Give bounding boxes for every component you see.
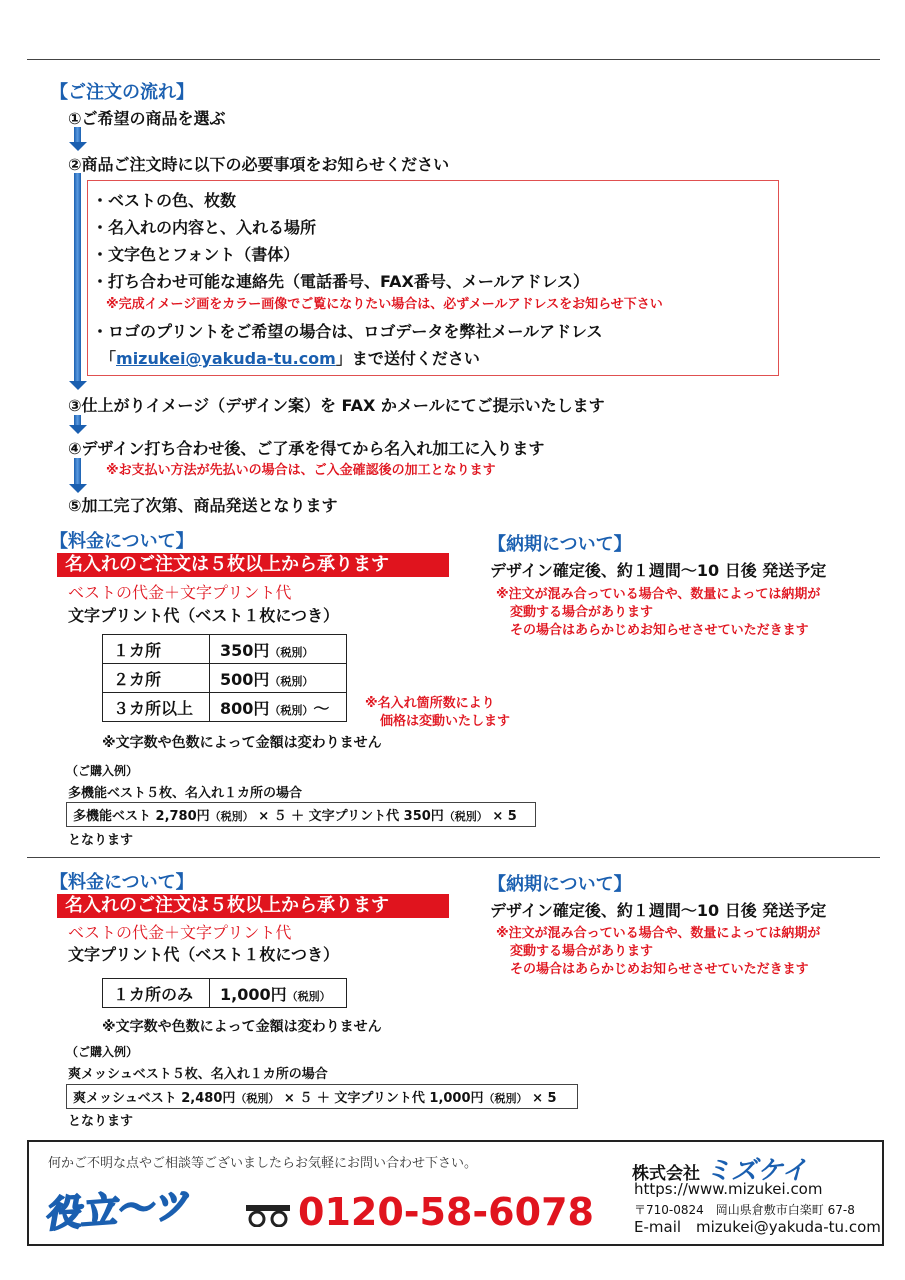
flow-bar-2 [74, 173, 81, 383]
place-cell: ２カ所 [103, 664, 210, 693]
chars-note-1: ※文字数や色数によって金額は変わりません [102, 735, 382, 751]
tax-label: （税別） [209, 810, 254, 823]
flow-step-1: ①ご希望の商品を選ぶ [68, 109, 226, 128]
flow-arrow-2 [69, 381, 87, 390]
price-value: 1,000円 [220, 984, 287, 1004]
formula-part: × ５ ＋ 文字プリント代 350円 [258, 809, 444, 824]
example-label-2: （ご購入例） [66, 1045, 139, 1059]
quote-open: 「 [100, 349, 117, 368]
flow-arrow-4 [69, 484, 87, 493]
table-row [103, 664, 347, 693]
required-item: ・名入れの内容と、入れる場所 [92, 218, 317, 237]
company-email[interactable]: E-mail mizukei@yakuda-tu.com [634, 1218, 881, 1236]
example-case-1: 多機能ベスト５枚、名入れ１カ所の場合 [68, 786, 303, 801]
free-dial-icon [246, 1205, 290, 1227]
tax-label: （税別） [235, 1092, 280, 1105]
place-cell: １カ所のみ [103, 979, 210, 1008]
example-result-1: となります [68, 833, 134, 848]
price-table-1 [102, 634, 347, 722]
formula-part: × ５ ＋ 文字プリント代 1,000円 [283, 1091, 484, 1106]
example-label-1: （ご購入例） [66, 764, 139, 778]
email-link[interactable]: mizukei@yakuda-tu.com [116, 349, 336, 368]
delivery-note-1a: ※注文が混み合っている場合や、数量によっては納期が [496, 587, 821, 602]
payment-note: ※お支払い方法が先払いの場合は、ご入金確認後の加工となります [106, 463, 496, 478]
price-formula-2: ベストの代金＋文字プリント代 [68, 923, 292, 942]
price-table-2 [102, 978, 347, 1008]
table-row [103, 635, 347, 664]
flow-arrow-1 [69, 142, 87, 151]
color-image-note: ※完成イメージ画をカラー画像でご覧になりたい場合は、必ずメールアドレスをお知らせ下さい [106, 297, 663, 312]
section-divider [27, 857, 880, 858]
delivery-note-1b: 変動する場合があります [510, 605, 654, 620]
price-value: 500円 [220, 669, 270, 689]
flow-step-5: ⑤加工完了次第、商品発送となります [68, 496, 338, 515]
tax-label: （税別） [269, 645, 314, 659]
table-row [103, 693, 347, 722]
delivery-line-2: デザイン確定後、約１週間〜10 日後 発送予定 [490, 901, 827, 920]
required-item: ・ベストの色、枚数 [92, 191, 237, 210]
price-cell [210, 979, 347, 1008]
location-note-2: 価格は変動いたします [380, 714, 511, 729]
tax-label: （税別） [286, 989, 331, 1003]
min-order-banner-1: 名入れのご注文は５枚以上から承ります [57, 553, 449, 577]
flow-step-2: ②商品ご注文時に以下の必要事項をお知らせください [68, 155, 450, 174]
company-brand: ミズケイ [705, 1156, 808, 1186]
formula-part: × 5 [492, 809, 517, 824]
example-result-2: となります [68, 1114, 134, 1129]
tax-label: （税別） [269, 703, 314, 717]
company-url[interactable]: https://www.mizukei.com [634, 1180, 823, 1198]
print-cost-label-2: 文字プリント代（ベスト１枚につき） [68, 945, 340, 964]
price-heading-1: 【料金について】 [50, 531, 194, 552]
min-order-banner-2: 名入れのご注文は５枚以上から承ります [57, 894, 449, 918]
tax-label: （税別） [483, 1092, 528, 1105]
inquiry-text: 何かご不明な点やご相談等ございましたらお気軽にお問い合わせ下さい。 [48, 1156, 478, 1171]
formula-part: 多機能ベスト 2,780円 [73, 809, 210, 824]
price-formula-1: ベストの代金＋文字プリント代 [68, 583, 292, 602]
place-cell: １カ所 [103, 635, 210, 664]
logo-email-line [100, 346, 480, 369]
price-heading-2: 【料金について】 [50, 872, 194, 893]
delivery-note-2c: その場合はあらかじめお知らせさせていただきます [510, 962, 809, 977]
flow-step-3: ③仕上がりイメージ（デザイン案）を FAX かメールにてご提示いたします [68, 396, 605, 415]
location-note-1: ※名入れ箇所数により [365, 696, 495, 711]
delivery-note-1c: その場合はあらかじめお知らせさせていただきます [510, 623, 809, 638]
price-value: 800円 [220, 698, 270, 718]
tax-label: （税別） [269, 674, 314, 688]
price-cell [210, 664, 347, 693]
tax-label: （税別） [443, 810, 488, 823]
delivery-heading-2: 【納期について】 [488, 874, 632, 895]
print-cost-label-1: 文字プリント代（ベスト１枚につき） [68, 606, 340, 625]
phone-number[interactable]: 0120-58-6078 [298, 1190, 594, 1234]
flow-step-4: ④デザイン打ち合わせ後、ご了承を得てから名入れ加工に入ります [68, 439, 545, 458]
company-prefix: 株式会社 [632, 1164, 700, 1184]
required-item: ・打ち合わせ可能な連絡先（電話番号、FAX番号、メールアドレス） [92, 272, 590, 291]
top-divider [27, 59, 880, 60]
example-formula-box-2 [66, 1084, 578, 1109]
flow-arrow-3 [69, 425, 87, 434]
table-row [103, 979, 347, 1008]
delivery-line-1: デザイン確定後、約１週間〜10 日後 発送予定 [490, 561, 827, 580]
logo-instruction: ・ロゴのプリントをご希望の場合は、ロゴデータを弊社メールアドレス [92, 322, 603, 341]
price-suffix: 〜 [313, 698, 330, 718]
flow-heading: 【ご注文の流れ】 [50, 82, 194, 103]
company-address: 〒710-0824 岡山県倉敷市白楽町 67-8 [634, 1203, 855, 1217]
delivery-heading-1: 【納期について】 [488, 534, 632, 555]
delivery-note-2b: 変動する場合があります [510, 944, 654, 959]
required-item: ・文字色とフォント（書体） [92, 245, 300, 264]
yakudatsu-logo: 役立〜ツ [42, 1185, 190, 1236]
quote-close: 」まで送付ください [335, 349, 480, 368]
chars-note-2: ※文字数や色数によって金額は変わりません [102, 1019, 382, 1035]
example-formula-box-1 [66, 802, 536, 827]
place-cell: ３カ所以上 [103, 693, 210, 722]
delivery-note-2a: ※注文が混み合っている場合や、数量によっては納期が [496, 926, 821, 941]
formula-part: 爽メッシュベスト 2,480円 [73, 1091, 236, 1106]
price-cell [210, 635, 347, 664]
flow-bar-4 [74, 458, 81, 486]
price-cell [210, 693, 347, 722]
example-case-2: 爽メッシュベスト５枚、名入れ１カ所の場合 [68, 1067, 328, 1082]
formula-part: × 5 [532, 1091, 557, 1106]
price-value: 350円 [220, 640, 270, 660]
